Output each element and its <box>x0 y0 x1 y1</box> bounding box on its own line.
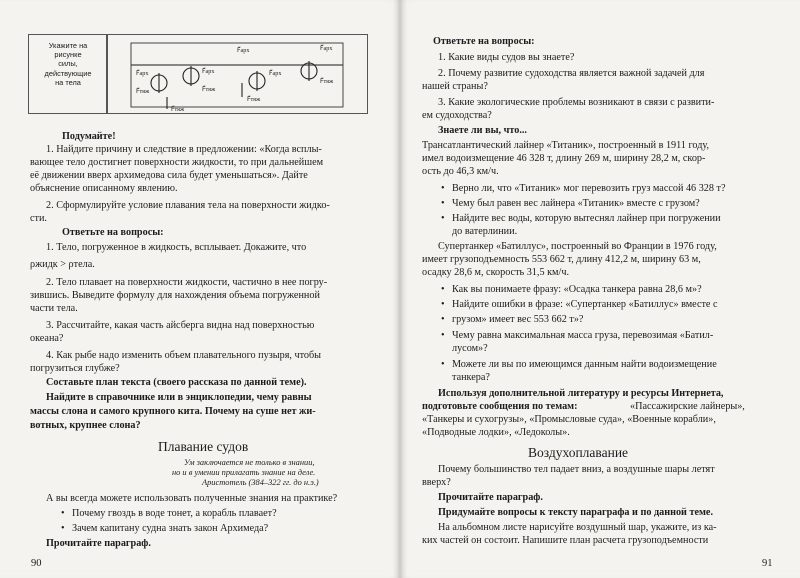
resources-line: подготовьте сообщения по темам: <box>422 401 578 412</box>
figure-label-line: рисунке <box>54 50 82 60</box>
bullet-item: • Найдите вес воды, которую вытеснял лайнер при погружении <box>452 213 721 226</box>
answer-line: океана? <box>30 333 64 344</box>
answer-line: 3. Рассчитайте, какая часть айсберга видна над поверхностью <box>46 320 315 331</box>
answer-heading: Ответьте на вопросы: <box>433 36 535 47</box>
answer-heading: Ответьте на вопросы: <box>62 227 164 238</box>
force-label: F⃗тяж <box>247 96 261 103</box>
section-title-aeronautics: Воздухоплавание <box>528 445 629 460</box>
bullet-item: • Зачем капитану судна знать закон Архимеда? <box>72 523 268 536</box>
answer-line: 2. Тело плавает на поверхности жидкости, частично в нее погру- <box>46 277 328 288</box>
forces-figure-drawing <box>107 35 367 113</box>
section-line: Почему большинство тел падает вниз, а воздушные шары летят <box>438 464 715 475</box>
read-line: Прочитайте параграф. <box>438 492 543 503</box>
force-label: F⃗тяж <box>136 88 150 95</box>
bullet-item: • Почему гвоздь в воде тонет, а корабль плавает? <box>72 508 277 521</box>
force-label: F⃗арх <box>136 70 149 77</box>
plan-line: Найдите в справочнике или в энциклопедии, чему равны <box>46 392 312 403</box>
think-heading: Подумайте! <box>62 131 116 142</box>
resources-line: Используя дополнительной литературу и ресурсы Интернета, <box>438 388 724 399</box>
plan-line: Придумайте вопросы к тексту параграфа и по данной теме. <box>438 507 714 518</box>
resources-topic: «Пассажирские лайнеры», <box>630 401 745 412</box>
think-line: 1. Найдите причину и следствие в предложении: «Когда всплы- <box>46 144 322 155</box>
answer-line: части тела. <box>30 303 78 314</box>
bullet-continuation: до ватерлинии. <box>452 226 518 237</box>
resources-topic: «Подводные лодки», «Ледоколы». <box>422 427 570 438</box>
bullet-item: • Чему был равен вес лайнера «Титаник» вместе с грузом? <box>452 198 700 211</box>
think-line: объяснение описанному явлению. <box>30 183 178 194</box>
answer-line: зившись. Выведите формулу для нахождения объема погруженной <box>30 290 320 301</box>
page-number: 90 <box>31 558 42 569</box>
answer-line: ем судоходства? <box>422 110 492 121</box>
section-title-ships: Плавание судов <box>158 439 249 454</box>
read-line: Прочитайте параграф. <box>46 538 151 549</box>
final-line: ких частей он состоит. Напишите план расчета грузоподъемности <box>422 535 709 546</box>
plan-line: Составьте план текста (своего рассказа по данной теме). <box>46 377 307 388</box>
forces-figure <box>106 34 368 114</box>
intro-line: А вы всегда можете использовать полученные знания на практике? <box>46 493 338 504</box>
bullet-item: • Найдите ошибки в фразе: «Супертанкер «Батиллус» вместе с <box>452 299 718 312</box>
epigraph-line: но и в умении прилагать знание на деле. <box>172 468 316 477</box>
batillus-line: имеет грузоподъемность 553 662 т, длину 412,2 м, ширину 63 м, <box>422 254 701 265</box>
think-line: её движении вверх архимедова сила будет уменьшаться». Дайте <box>30 170 308 181</box>
answer-line: 2. Почему развитие судоходства является важной задачей для <box>438 68 705 79</box>
titanic-line: ость до 46,3 км/ч. <box>422 166 499 177</box>
bullet-continuation: лусом»? <box>452 343 488 354</box>
think-line: 2. Сформулируйте условие плавания тела на поверхности жидко- <box>46 200 330 211</box>
bullet-item: • Как вы понимаете фразу: «Осадка танкера равна 28,6 м»? <box>452 284 702 297</box>
figure-label-line: силы, <box>58 59 78 69</box>
answer-line: 4. Как рыбе надо изменить объем плавательного пузыря, чтобы <box>46 350 322 361</box>
titanic-line: имел водоизмещение 46 328 т, длину 269 м, ширину 28,2 м, скор- <box>422 153 706 164</box>
answer-line: ρжидк > ρтела. <box>30 259 95 270</box>
bullet-item: • Можете ли вы по имеющимся данным найти водоизмещение <box>452 359 717 372</box>
bullet-continuation: танкера? <box>452 372 490 383</box>
answer-line: 1. Какие виды судов вы знаете? <box>438 52 575 63</box>
epigraph-author: Аристотель (384–322 гг. до н.э.) <box>202 478 319 487</box>
figure-instruction <box>28 34 108 114</box>
figure-label-line: Укажите на <box>48 41 88 50</box>
answer-line: 3. Какие экологические проблемы возникают в связи с развити- <box>438 97 715 108</box>
bullet-item: • грузом» имеет вес 553 662 т»? <box>452 314 583 327</box>
force-label: F⃗тяж <box>320 78 334 85</box>
force-label: F⃗арх <box>202 68 215 75</box>
right-page <box>400 0 800 578</box>
answer-line: нашей страны? <box>422 81 488 92</box>
batillus-line: осадку 28,6 м, скорость 31,5 км/ч. <box>422 267 569 278</box>
batillus-line: Супертанкер «Батиллус», построенный во Франции в 1976 году, <box>438 241 717 252</box>
titanic-line: Трансатлантический лайнер «Титаник», построенный в 1911 году, <box>422 140 710 151</box>
force-label: F⃗арх <box>320 45 333 52</box>
epigraph-line: Ум заключается не только в знании, <box>184 458 315 467</box>
answer-line: погрузиться глубже? <box>30 363 120 374</box>
force-label: F⃗арх <box>269 70 282 77</box>
section-line: вверх? <box>422 477 451 488</box>
know-heading: Знаете ли вы, что... <box>438 125 527 136</box>
final-line: На альбомном листе нарисуйте воздушный шар, укажите, из ка- <box>438 522 717 533</box>
force-label: F⃗тяж <box>171 106 185 113</box>
plan-line: массы слона и самого крупного кита. Почему на суше нет жи- <box>30 406 316 417</box>
plan-line: вотных, крупнее слона? <box>30 420 141 431</box>
resources-topic: «Танкеры и сухогрузы», «Промысловые суда», «Военные корабли», <box>422 414 716 425</box>
answer-line: 1. Тело, погруженное в жидкость, всплывает. Докажите, что <box>46 242 307 253</box>
bullet-item: • Чему равна максимальная масса груза, перевозимая «Батил- <box>452 330 713 343</box>
force-label: F⃗тяж <box>202 86 216 93</box>
page-number: 91 <box>762 558 773 569</box>
figure-label-line: действующие <box>44 68 92 78</box>
figure-label-line: на тела <box>55 77 81 87</box>
bullet-item: • Верно ли, что «Титаник» мог перевозить груз массой 46 328 т? <box>452 183 726 196</box>
think-line: сти. <box>30 213 47 224</box>
force-label: F⃗арх <box>237 47 250 54</box>
think-line: вающее тело достигнет поверхности жидкости, то при дальнейшем <box>30 157 324 168</box>
